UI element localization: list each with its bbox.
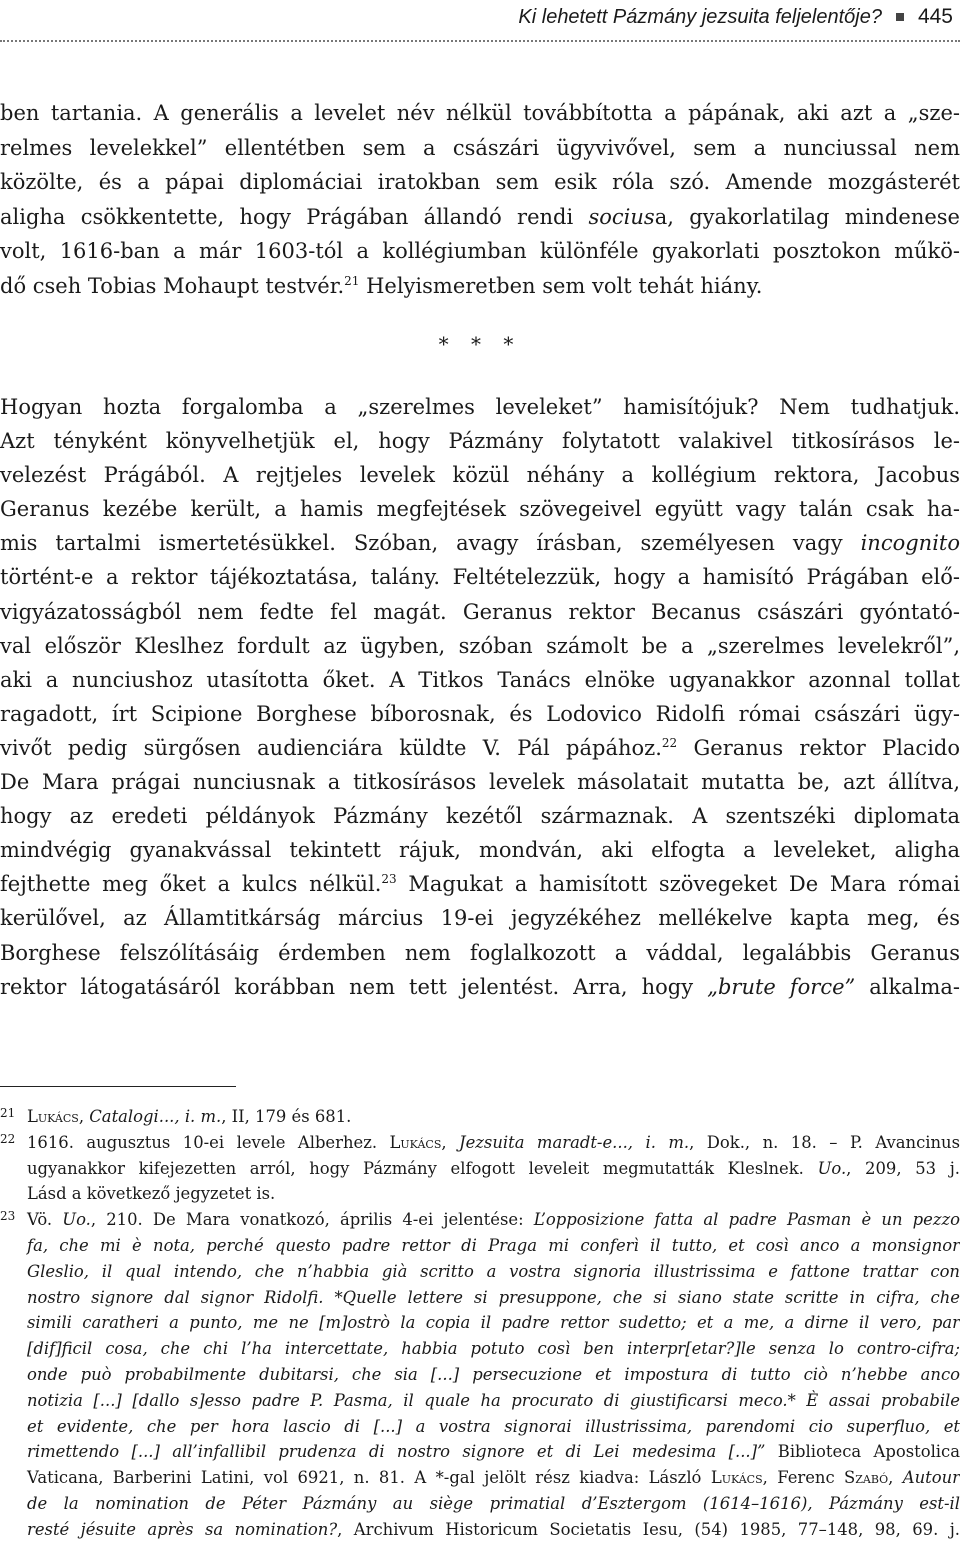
footnote-line: nostro signore dal signor Ridolfi. *Quelle lettere si presuppone, che si siano state scritte in cifra, che: [27, 1287, 960, 1307]
footnote-line: 1616. augusztus 10-ei levele Alberhez. Lukács, Jezsuita maradt-e..., i. m., Dok., n. 18. – P. Avancinus: [27, 1132, 960, 1152]
footnote-line: Vö. Uo., 210. De Mara vonatkozó, április 4-ei jelentése: L’opposizione fatta al padre Pasman è un pezzo: [27, 1210, 960, 1230]
footnote-ref-22: 22: [661, 735, 678, 750]
footnote-line: resté jésuite après sa nomination?, Archivum Historicum Societatis Iesu, (54) 1985, 77–148, 98, 69. j.: [27, 1519, 960, 1539]
paragraph-1: [0, 96, 960, 303]
text-line: ben tartania. A generális a levelet név nélkül továbbította a pápának, aki azt a „sze-: [0, 101, 960, 125]
text-line: történt-e a rektor tájékoztatása, talány. Feltételezzük, hogy a hamisító Prágában elő-: [0, 565, 960, 590]
footnote-line: simili caratheri a punto, me ne [m]ostrò la copia il padre rettor sudetto; et a me, a dirne il vero, par: [27, 1313, 960, 1333]
text-line: volt, 1616-ban a már 1603-tól a kollégiumban különféle gyakorlati posztokon műkö-: [0, 239, 960, 263]
text-line: aligha csökkentette, hogy Prágában állandó rendi sociusa, gyakorlatilag mindenese: [0, 204, 960, 229]
paragraph-2: [0, 390, 960, 1004]
footnote-ref-23: 23: [381, 872, 397, 887]
text-line: dő cseh Tobias Mohaupt testvér.$^{21}$ Helyismeretben sem volt tehát hiány.: [0, 273, 763, 298]
footnote-number: 23: [0, 1209, 16, 1224]
footnote-22: [0, 1130, 960, 1207]
square-bullet-icon: [896, 13, 904, 21]
footnote-line: Lásd a következő jegyzetet is.: [27, 1184, 276, 1204]
text-line: kerülővel, az Államtitkárság március 19-ei jegyzékéhez mellékelve kapta meg, és: [0, 906, 960, 931]
header-dotted-rule: [0, 40, 960, 42]
text-line: rektor látogatásáról korábban nem tett jelentést. Arra, hogy „brute force” alkalma-: [0, 974, 960, 999]
text-line: Azt tényként könyvelhetjük el, hogy Pázmány folytatott valakivel titkosírásos le-: [0, 429, 960, 454]
footnote-line: [dif]ficil cosa, che chi l’ha intercettate, habbia potuto così ben interpr[etar?]le senza lo contro-cifra;: [27, 1339, 960, 1359]
footnote-line: Gleslio, il qual intendo, che n’habbia già scritto a vostra signoria illustrissima e fattone trattar con: [27, 1261, 960, 1281]
text-line: Borghese felszólításáig érdemben nem foglalkozott a váddal, legalábbis Geranus: [0, 940, 960, 965]
footnote-ref-21: 21: [344, 273, 360, 288]
text-line: vigyázatosságból nem fedte fel magát. Geranus rektor Becanus császári gyóntató-: [0, 599, 960, 624]
text-line: velezést Prágából. A rejtjeles levelek közül néhány a kollégium rektora, Jacobus: [0, 463, 960, 488]
footnote-line: notizia [...] [dallo s]esso padre P. Pasma, il quale ha procurato di giustificarsi meco.* È assai probabile: [27, 1390, 960, 1410]
text-line: fejthette meg őket a kulcs nélkül.$^{23}$ Magukat a hamisított szövegeket De Mara római: [0, 872, 960, 897]
running-head: [518, 0, 953, 34]
text-line: vivőt pedig sürgősen audienciára küldte V. Pál pápához.$^{22}$ Geranus rektor Placido: [0, 735, 960, 760]
text-line: Geranus kezébe került, a hamis megfejtések szövegeivel együtt vagy talán csak ha-: [0, 497, 960, 522]
footnote-line: Vaticana, Barberini Latini, vol 6921, n. 81. A *-gal jelölt rész kiadva: László Lukács, Ferenc Szabó, Autour: [27, 1468, 960, 1488]
text-line: ragadott, írt Scipione Borghese bíborosnak, és Lodovico Ridolfi római császári ügy-: [0, 701, 960, 726]
page-number: 445: [917, 5, 953, 28]
footnotes: [0, 1104, 960, 1543]
text-line: közölte, és a pápai diplomáciai iratokban sem esik róla szó. Amende mozgásterét: [0, 170, 960, 194]
footnote-line: rimettendo [...] all’infallibil prudenza di nostro signore et di Lei medesima [...]” Biblioteca Apostolica: [27, 1442, 960, 1462]
text-line: relmes levelekkel” ellentétben sem a császári ügyvivővel, sem a nunciussal nem: [0, 135, 960, 160]
footnote-line: et evidente, che per hora lascio di [...] a vostra signorai illustrissima, parendomi cio superfluo, et: [27, 1416, 960, 1436]
running-title: Ki lehetett Pázmány jezsuita feljelentője?: [518, 5, 882, 28]
footnote-line: Lukács, Catalogi..., i. m., II, 179 és 681.: [27, 1107, 352, 1126]
footnote-rule: [0, 1086, 236, 1087]
text-line: mis tartalmi ismertetésükkel. Szóban, avagy írásban, személyesen vagy incognito: [0, 531, 960, 556]
footnote-line: ugyanakkor kifejezetten arról, hogy Pázmány elfogott leveleit megmutatták Kleslnek. Uo., 209, 53 j.: [27, 1158, 960, 1178]
footnote-23: [0, 1207, 960, 1542]
text-line: De Mara prágai nunciusnak a titkosírásos levelek másolatait mutatta be, azt állítva,: [0, 770, 960, 795]
section-separator: * * *: [438, 332, 522, 356]
text-line: mindvégig gyanakvással tekintett rájuk, mondván, aki elfogta a leveleket, aligha: [0, 838, 960, 863]
footnote-number: 22: [0, 1131, 16, 1146]
text-line: val először Kleslhez fordult az ügyben, szóban számolt be a „szerelmes levelekről”,: [0, 633, 960, 658]
footnote-21: [0, 1104, 960, 1130]
text-line: hogy az eredeti példányok Pázmány kezétől származnak. A szentszéki diplomata: [0, 804, 960, 829]
footnote-number: 21: [0, 1106, 16, 1120]
footnote-line: onde può probabilmente dubitarsi, che sia [...] persecuzione et impostura di tutto ciò n’hebbe anco: [27, 1364, 960, 1384]
footnote-line: de la nomination de Péter Pázmány au siège primatial d’Esztergom (1614–1616), Pázmány est-il: [27, 1493, 960, 1513]
text-line: aki a nunciushoz utasította őket. A Titkos Tanács elnöke ugyanakkor azonnal tollat: [0, 667, 960, 692]
footnote-line: fa, che mi è nota, perché questo padre rettor di Praga mi conferì il tutto, et così anco a monsignor: [27, 1235, 960, 1255]
text-line: Hogyan hozta forgalomba a „szerelmes leveleket” hamisítójuk? Nem tudhatjuk.: [0, 395, 960, 419]
